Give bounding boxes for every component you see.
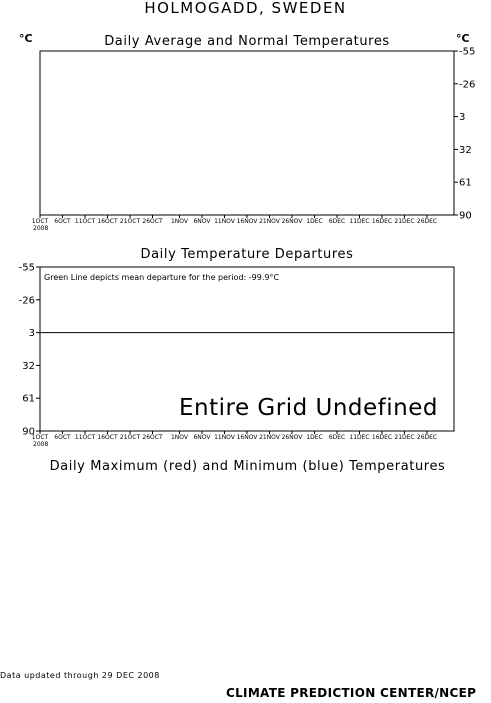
panel1-plot-frame <box>40 51 454 215</box>
panel1-x-tick-label: 16OCT <box>97 218 118 225</box>
panel1-x-tick-label: 21NOV <box>259 218 280 225</box>
panel1-x-tick-label: 11DEC <box>349 218 370 225</box>
panel2-x-tick-label: 26NOV <box>281 434 303 441</box>
panel2-y-tick-label: 90 <box>22 426 35 438</box>
panel2-undefined-annotation: Entire Grid Undefined <box>179 395 438 421</box>
panel2-x-tick-label: 1NOV <box>170 434 189 441</box>
panel1-x-tick-label: 1OCT <box>31 218 49 225</box>
panel1-unit-right: °C <box>456 32 470 45</box>
panel2-x-year-label: 2008 <box>33 441 49 448</box>
panel1-x-year-label: 2008 <box>33 225 49 232</box>
panel2-note: Green Line depicts mean departure for the period: -99.9°C <box>44 273 280 282</box>
panel2-x-tick-label: 6OCT <box>54 434 71 441</box>
panel1-x-tick-label: 1NOV <box>170 218 189 225</box>
panel2-x-tick-label: 26DEC <box>416 434 438 441</box>
source-credit: CLIMATE PREDICTION CENTER/NCEP <box>226 686 477 700</box>
panel2-title: Daily Temperature Departures <box>140 247 354 262</box>
panel1-x-tick-label: 11NOV <box>214 218 235 225</box>
panel2-x-tick-label: 11NOV <box>214 434 235 441</box>
panel2-y-tick-label: 3 <box>28 328 35 340</box>
panel1-x-tick-label: 16DEC <box>371 218 393 225</box>
panel1-x-tick-label: 6DEC <box>328 218 346 225</box>
panel2-x-tick-label: 11DEC <box>349 434 370 441</box>
panel2-y-tick-label: 32 <box>22 360 35 372</box>
panel1-x-tick-label: 26NOV <box>281 218 303 225</box>
panel1-x-tick-label: 11OCT <box>74 218 96 225</box>
panel1-x-tick-label: 21OCT <box>119 218 141 225</box>
panel2-y-tick-label: -55 <box>18 262 35 274</box>
panel2-x-tick-label: 21OCT <box>119 434 141 441</box>
panel1-y-tick-label: 32 <box>459 144 472 156</box>
panel3-title: Daily Maximum (red) and Minimum (blue) Temperatures <box>49 459 446 474</box>
panel1-x-tick-label: 21DEC <box>394 218 415 225</box>
panel1-y-tick-label: 61 <box>459 177 472 189</box>
panel1-title: Daily Average and Normal Temperatures <box>104 34 390 49</box>
data-updated-note: Data updated through 29 DEC 2008 <box>0 671 160 680</box>
panel2-x-tick-label: 16OCT <box>97 434 118 441</box>
panel1-unit-left: °C <box>19 32 33 45</box>
panel2-x-tick-label: 21NOV <box>259 434 280 441</box>
page-title: HOLMOGADD, SWEDEN <box>144 0 347 17</box>
panel2-x-tick-label: 11OCT <box>74 434 96 441</box>
panel2-x-tick-label: 6DEC <box>328 434 346 441</box>
panel2-x-tick-label: 26OCT <box>142 434 163 441</box>
panel1-x-tick-label: 1DEC <box>306 218 323 225</box>
panel2-x-tick-label: 16DEC <box>371 434 393 441</box>
panel1-y-tick-label: -26 <box>459 79 476 91</box>
panel1-x-tick-label: 6OCT <box>54 218 71 225</box>
panel2-y-tick-label: 61 <box>22 393 35 405</box>
panel2-x-tick-label: 6NOV <box>193 434 211 441</box>
panel1-y-tick-label: 90 <box>459 210 472 222</box>
panel1-y-tick-label: 3 <box>459 112 466 124</box>
panel2-x-tick-label: 16NOV <box>236 434 258 441</box>
panel1-x-tick-label: 26OCT <box>142 218 163 225</box>
panel1-x-tick-label: 16NOV <box>236 218 258 225</box>
panel2-x-tick-label: 1OCT <box>31 434 49 441</box>
panel2-y-tick-label: -26 <box>18 295 35 307</box>
panel2-x-tick-label: 21DEC <box>394 434 415 441</box>
panel1-y-tick-label: -55 <box>459 46 476 58</box>
panel1-x-tick-label: 26DEC <box>416 218 438 225</box>
panel1-x-tick-label: 6NOV <box>193 218 211 225</box>
panel2-x-tick-label: 1DEC <box>306 434 323 441</box>
